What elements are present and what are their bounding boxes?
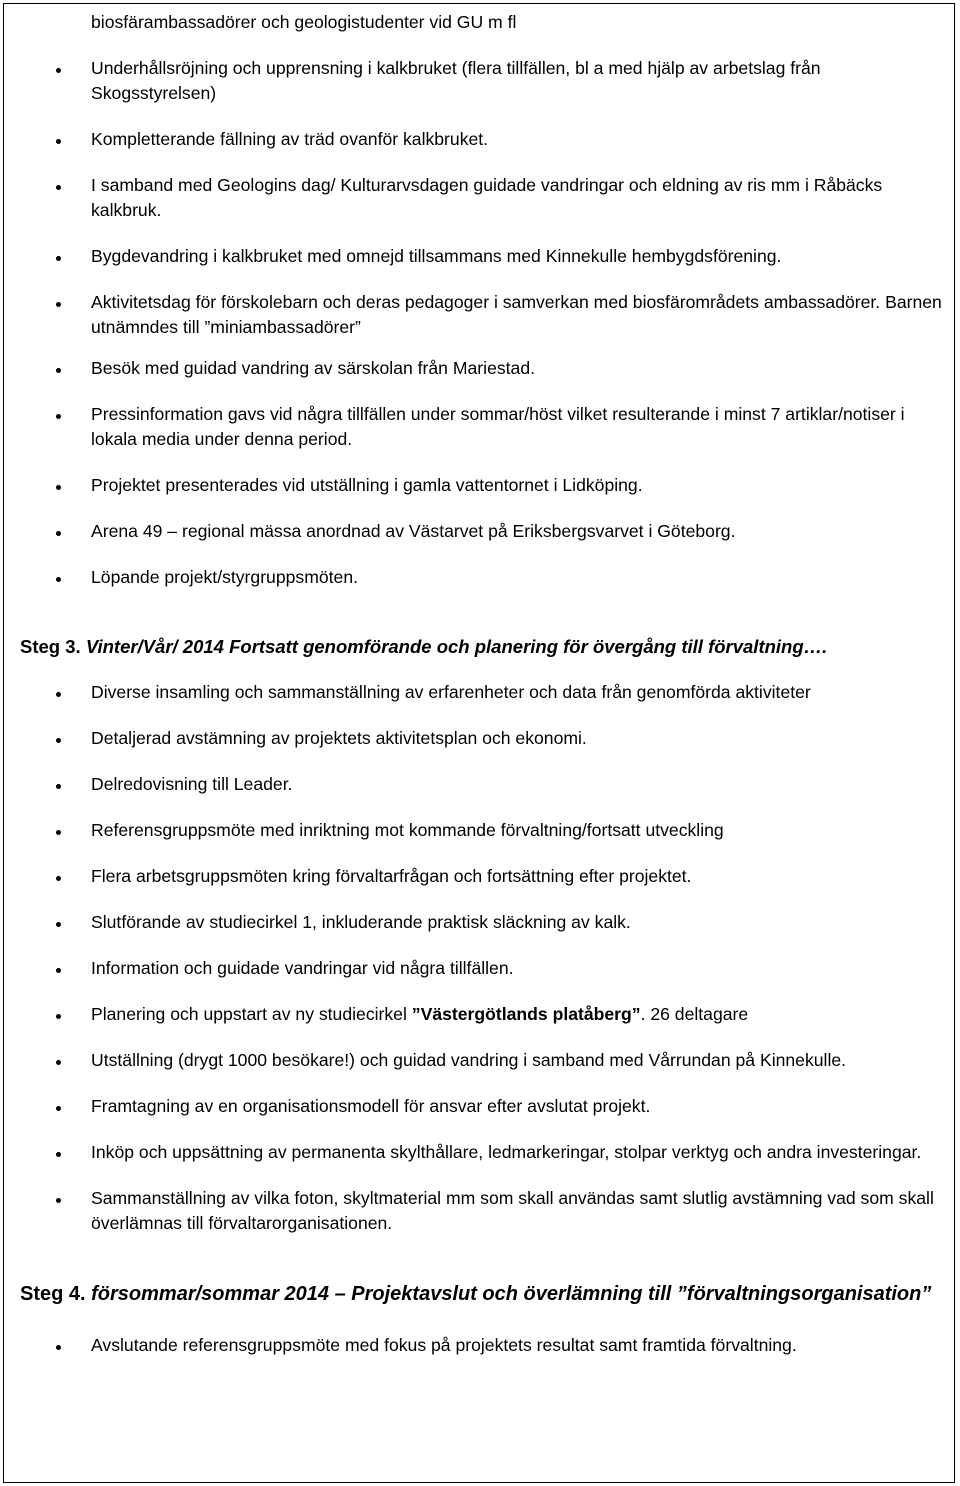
bullet-icon	[56, 1345, 61, 1350]
bullet-icon	[56, 485, 61, 490]
bullet-icon	[56, 256, 61, 261]
list-item: Inköp och uppsättning av permanenta skylthållare, ledmarkeringar, stolpar verktyg och andra investeringar.	[20, 1140, 948, 1165]
intro-continuation: biosfärambassadörer och geologistudenter vid GU m fl	[91, 12, 517, 32]
document-page	[3, 3, 955, 1483]
steg3-title: Vinter/Vår/ 2014 Fortsatt genomförande och planering för övergång till förvaltning….	[85, 636, 828, 657]
list-item: Diverse insamling och sammanställning av erfarenheter och data från genomförda aktiviteter	[20, 680, 948, 705]
list-item: Slutförande av studiecirkel 1, inkluderande praktisk släckning av kalk.	[20, 910, 948, 935]
bullet-icon	[56, 302, 61, 307]
bullet-icon	[56, 185, 61, 190]
studiecirkel-suffix: . 26 deltagare	[640, 1004, 749, 1024]
bullet-icon	[56, 1106, 61, 1111]
steg4-list	[20, 1333, 948, 1358]
studiecirkel-prefix: Planering och uppstart av ny studiecirkel	[91, 1004, 412, 1024]
list-item: Besök med guidad vandring av särskolan från Mariestad.	[20, 356, 948, 381]
bullet-icon	[56, 139, 61, 144]
list-item: Flera arbetsgruppsmöten kring förvaltarfrågan och fortsättning efter projektet.	[20, 864, 948, 889]
bullet-icon	[56, 1014, 61, 1019]
list-item: Utställning (drygt 1000 besökare!) och guidad vandring i samband med Vårrundan på Kinnekulle.	[20, 1048, 948, 1073]
steg3-heading	[20, 634, 948, 660]
list-item: I samband med Geologins dag/ Kulturarvsdagen guidade vandringar och eldning av ris mm i Råbäcks kalkbruk.	[20, 173, 948, 223]
bullet-icon	[56, 368, 61, 373]
bullet-icon	[56, 922, 61, 927]
studiecirkel-title: ”Västergötlands platåberg”	[411, 1004, 641, 1024]
list-item: Detaljerad avstämning av projektets aktivitetsplan och ekonomi.	[20, 726, 948, 751]
bullet-icon	[56, 68, 61, 73]
document-content	[20, 8, 948, 1358]
list-item: Delredovisning till Leader.	[20, 772, 948, 797]
list-item: Information och guidade vandringar vid några tillfällen.	[20, 956, 948, 981]
bullet-icon	[56, 738, 61, 743]
list-item: Kompletterande fällning av träd ovanför kalkbruket.	[20, 127, 948, 152]
bullet-icon	[56, 1198, 61, 1203]
steg3-list	[20, 680, 948, 1236]
list-item: Aktivitetsdag för förskolebarn och deras pedagoger i samverkan med biosfärområdets ambassadörer. Barnen utnämndes till ”miniambassadörer”	[20, 290, 948, 340]
list-item: Projektet presenterades vid utställning i gamla vattentornet i Lidköping.	[20, 473, 948, 498]
steg4-label: Steg 4.	[20, 1283, 86, 1305]
steg4-heading	[20, 1281, 948, 1308]
bullet-icon	[56, 531, 61, 536]
bullet-icon	[56, 1152, 61, 1157]
bullet-icon	[56, 876, 61, 881]
bullet-icon	[56, 968, 61, 973]
list-item	[20, 1002, 948, 1027]
bullet-icon	[56, 1060, 61, 1065]
list-item: Bygdevandring i kalkbruket med omnejd tillsammans med Kinnekulle hembygdsförening.	[20, 244, 948, 269]
bullet-icon	[56, 784, 61, 789]
bullet-icon	[56, 577, 61, 582]
list-item: Avslutande referensgruppsmöte med fokus på projektets resultat samt framtida förvaltning.	[20, 1333, 948, 1358]
list-item: Underhållsröjning och upprensning i kalkbruket (flera tillfällen, bl a med hjälp av arbetslag från Skogsstyrelsen)	[20, 56, 948, 106]
list-item: Framtagning av en organisationsmodell för ansvar efter avslutat projekt.	[20, 1094, 948, 1119]
bullet-icon	[56, 692, 61, 697]
bullet-icon	[56, 414, 61, 419]
list-item: Referensgruppsmöte med inriktning mot kommande förvaltning/fortsatt utveckling	[20, 818, 948, 843]
steg4-title: försommar/sommar 2014 – Projektavslut och överlämning till ”förvaltningsorganisation”	[91, 1283, 932, 1305]
list-item: Sammanställning av vilka foton, skyltmaterial mm som skall användas samt slutlig avstämning vad som skall överlämnas till förvaltarorganisationen.	[20, 1186, 948, 1236]
list-item: Pressinformation gavs vid några tillfällen under sommar/höst vilket resulterande i minst 7 artiklar/notiser i lokala media under denna period.	[20, 402, 948, 452]
steg2-list	[20, 56, 948, 590]
bullet-icon	[56, 830, 61, 835]
steg3-label: Steg 3.	[20, 636, 81, 657]
list-item: Arena 49 – regional mässa anordnad av Västarvet på Eriksbergsvarvet i Göteborg.	[20, 519, 948, 544]
list-item: Löpande projekt/styrgruppsmöten.	[20, 565, 948, 590]
